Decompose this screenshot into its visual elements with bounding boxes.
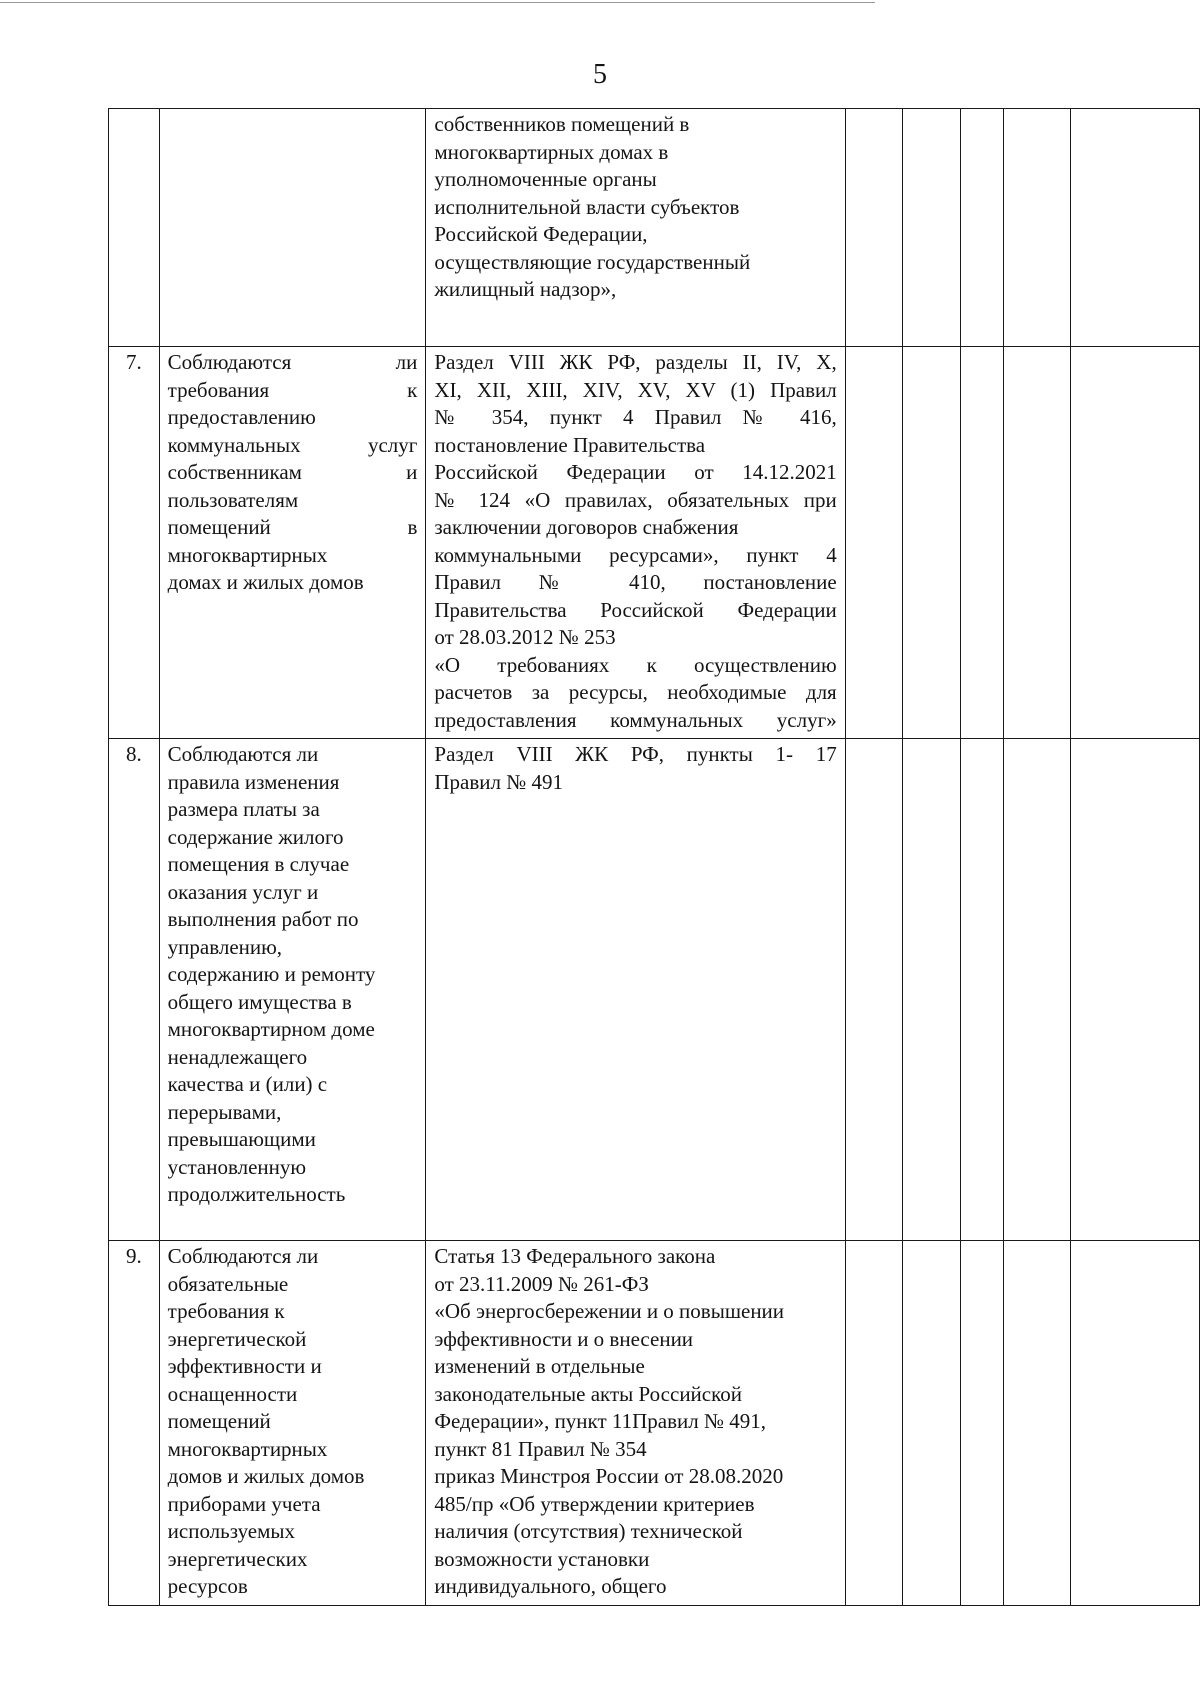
question-line: предоставлению — [167, 405, 316, 429]
answer-cell — [1070, 739, 1199, 1241]
reference-line: постановление Правительства — [434, 432, 706, 457]
question-line: помещения в случае — [167, 852, 350, 876]
question-line: превышающими — [167, 1127, 316, 1151]
question-line: размера платы за — [167, 797, 320, 821]
question-line: многоквартирных — [167, 1436, 328, 1461]
question-line: пользователям — [167, 487, 299, 512]
question-line: ненадлежащего — [167, 1044, 308, 1069]
question-cell — [159, 739, 426, 1241]
reference-line: собственников помещений в — [434, 112, 690, 136]
question-line: управлению, — [167, 934, 283, 959]
question-cell — [159, 347, 426, 739]
answer-cell — [1070, 347, 1199, 739]
question-line: требования к — [167, 377, 418, 402]
row-number-cell — [109, 109, 160, 347]
question-line: помещений — [167, 1409, 271, 1433]
row-number-cell: 9. — [109, 1241, 160, 1606]
question-line: выполнения работ по — [167, 907, 359, 931]
reference-line: приказ Минстроя России от 28.08.2020 — [434, 1464, 784, 1488]
legal-reference-cell — [426, 1241, 845, 1606]
answer-cell — [1070, 1241, 1199, 1606]
reference-line: изменений в отдельные — [434, 1354, 645, 1378]
row-number-cell: 7. — [109, 347, 160, 739]
answer-cell — [903, 1241, 960, 1606]
answer-cell — [903, 347, 960, 739]
table-row — [109, 739, 1200, 1241]
question-line: оснащенности — [167, 1381, 298, 1406]
question-line: Соблюдаются ли — [167, 350, 418, 374]
question-line: содержанию и ремонту — [167, 962, 376, 986]
reference-line: возможности установки — [434, 1546, 650, 1571]
reference-line: жилищный надзор», — [434, 277, 617, 301]
question-line: домах и жилых домов — [167, 570, 364, 594]
legal-reference-cell — [426, 739, 845, 1241]
question-line: приборами учета — [167, 1491, 321, 1516]
reference-line: Раздел VIII ЖК РФ, пункты 1- 17 — [434, 742, 837, 766]
reference-line: исполнительной власти субъектов — [434, 194, 740, 219]
question-line: содержание жилого — [167, 824, 344, 849]
question-line: правила изменения — [167, 769, 340, 794]
reference-line: Статья 13 Федерального закона — [434, 1244, 716, 1268]
table-row — [109, 1241, 1200, 1606]
reference-line: осуществляющие государственный — [434, 249, 751, 274]
row-number-cell: 8. — [109, 739, 160, 1241]
reference-line: Российской Федерации от 14.12.2021 — [434, 460, 837, 484]
question-line: используемых — [167, 1519, 296, 1543]
question-line: обязательные — [167, 1271, 289, 1296]
answer-cell — [1003, 739, 1070, 1241]
reference-line: предоставления коммунальных услуг» — [434, 707, 837, 732]
question-cell — [159, 109, 426, 347]
legal-reference-cell — [426, 347, 845, 739]
reference-line: уполномоченные органы — [434, 167, 657, 191]
answer-cell — [960, 739, 1003, 1241]
question-line: ресурсов — [167, 1574, 248, 1598]
answer-cell — [903, 739, 960, 1241]
reference-line: эффективности и о внесении — [434, 1326, 694, 1351]
reference-line: от 28.03.2012 № 253 — [434, 625, 616, 649]
answer-cell — [960, 1241, 1003, 1606]
answer-cell — [845, 347, 902, 739]
answer-cell — [1003, 347, 1070, 739]
question-line: многоквартирном доме — [167, 1017, 375, 1041]
question-line: продолжительность — [167, 1182, 346, 1206]
answer-cell — [1070, 109, 1199, 347]
question-line: собственникам и — [167, 460, 418, 484]
answer-cell — [903, 109, 960, 347]
question-line: требования к — [167, 1299, 285, 1323]
answer-cell — [845, 109, 902, 347]
reference-line: законодательные акты Российской — [434, 1381, 742, 1406]
reference-line: пункт 81 Правил № 354 — [434, 1436, 647, 1461]
reference-line: индивидуального, общего — [434, 1574, 667, 1598]
question-line: общего имущества в — [167, 989, 352, 1014]
reference-line: № 354, пункт 4 Правил № 416, — [434, 405, 837, 429]
reference-line: Правил № 491 — [434, 769, 564, 794]
question-line: энергетических — [167, 1546, 308, 1571]
reference-line: Правительства Российской Федерации — [434, 597, 837, 622]
question-line: помещений в — [167, 515, 418, 539]
reference-line: «Об энергосбережении и о повышении — [434, 1299, 785, 1323]
question-line: установленную — [167, 1154, 307, 1179]
question-line: многоквартирных — [167, 542, 328, 567]
question-line: перерывами, — [167, 1099, 282, 1124]
reference-line: многоквартирных домах в — [434, 139, 669, 164]
question-cell — [159, 1241, 426, 1606]
reference-line: Федерации», пункт 11Правил № 491, — [434, 1409, 767, 1433]
reference-line: Раздел VIII ЖК РФ, разделы II, IV, X, — [434, 350, 837, 374]
page-number: 5 — [593, 59, 607, 90]
answer-cell — [960, 109, 1003, 347]
reference-line: № 124 «О правилах, обязательных при — [434, 487, 837, 512]
reference-line: коммунальными ресурсами», пункт 4 — [434, 542, 837, 567]
question-line: качества и (или) с — [167, 1072, 328, 1096]
question-line: домов и жилых домов — [167, 1464, 365, 1488]
answer-cell — [845, 739, 902, 1241]
question-line: коммунальных услуг — [167, 432, 418, 457]
legal-reference-cell — [426, 109, 845, 347]
reference-line: наличия (отсутствия) технической — [434, 1519, 743, 1543]
question-line: оказания услуг и — [167, 879, 319, 904]
reference-line: Правил № 410, постановление — [434, 570, 837, 594]
question-line: энергетической — [167, 1326, 307, 1351]
question-line: Соблюдаются ли — [167, 1244, 319, 1268]
question-line: эффективности и — [167, 1354, 322, 1378]
reference-line: «О требованиях к осуществлению — [434, 652, 837, 677]
answer-cell — [1003, 1241, 1070, 1606]
reference-line: 485/пр «Об утверждении критериев — [434, 1491, 755, 1516]
reference-line: расчетов за ресурсы, необходимые для — [434, 680, 837, 704]
table-row — [109, 347, 1200, 739]
answer-cell — [960, 347, 1003, 739]
table-row — [109, 109, 1200, 347]
checklist-table-body — [109, 109, 1200, 1606]
reference-line: от 23.11.2009 № 261-ФЗ — [434, 1271, 649, 1296]
scan-top-edge-line — [0, 2, 875, 3]
reference-line: Российской Федерации, — [434, 222, 648, 246]
answer-cell — [845, 1241, 902, 1606]
answer-cell — [1003, 109, 1070, 347]
reference-line: XI, XII, XIII, XIV, XV, XV (1) Правил — [434, 377, 837, 402]
question-line: Соблюдаются ли — [167, 742, 319, 766]
reference-line: заключении договоров снабжения — [434, 515, 739, 539]
checklist-table — [108, 108, 1200, 1606]
